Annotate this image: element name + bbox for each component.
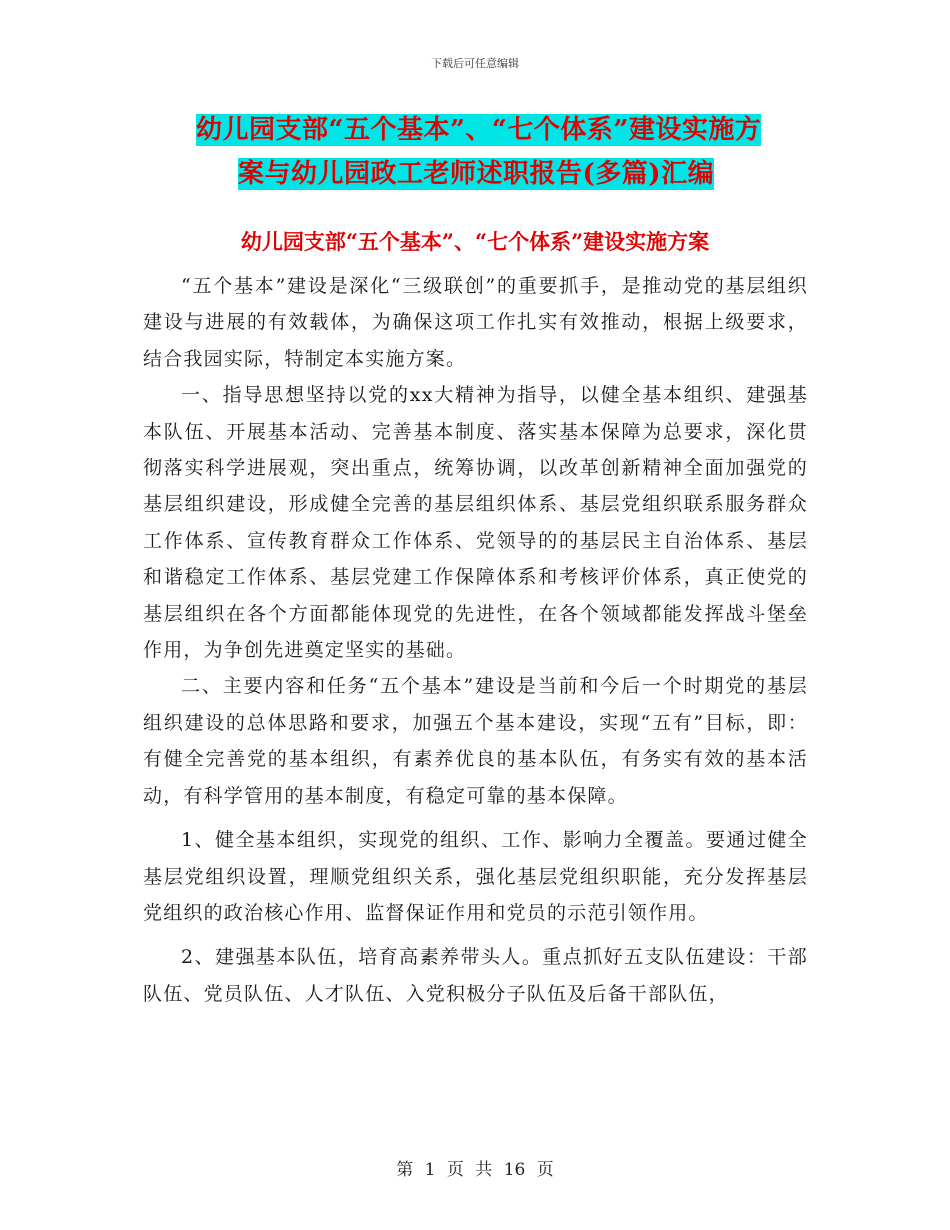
paragraph-guiding-thought: 一、指导思想坚持以党的xx大精神为指导，以健全基本组织、建强基本队伍、开展基本活动、完善基本制度、落实基本保障为总要求，深化贯彻落实科学进展观，突出重点，统筹协调，以改革创新精神全面加强党的基层组织建设，形成健全完善的基层组织体系、基层党组织联系服务群众工作体系、宣传教育群众工作体系、党领导的的基层民主自治体系、基层和谐稳定工作体系、基层党建工作保障体系和考核评价体系，真正使党的基层组织在各个方面都能体现党的先进性，在各个领域都能发挥战斗堡垒作用，为争创先进奠定坚实的基础。 — [143, 384, 808, 662]
document-title-line-1 — [196, 110, 876, 150]
section-title: 幼儿园支部“五个基本”、“七个体系”建设实施方案 — [240, 229, 710, 254]
title-line-1-text: 幼儿园支部“五个基本”、“七个体系”建设实施方 — [196, 115, 762, 145]
paragraph-main-content: 二、主要内容和任务“五个基本”建设是当前和今后一个时期党的基层组织建设的总体思路和要求，加强五个基本建设，实现“五有”目标，即：有健全完善党的基本组织，有素养优良的基本队伍，有务实有效的基本活动，有科学管用的基本制度，有稳定可靠的基本保障。 — [143, 675, 808, 807]
title-line-2-text: 案与幼儿园政工老师述职报告(多篇)汇编 — [238, 159, 715, 189]
document-body — [143, 268, 808, 1012]
document-title-line-2 — [238, 154, 918, 194]
paragraph-item-1: 1、健全基本组织，实现党的组织、工作、影响力全覆盖。要通过健全基层党组织设置，理顺党组织关系，强化基层党组织职能，充分发挥基层党组织的政治核心作用、监督保证作用和党员的示范引领作用。 — [143, 829, 808, 924]
page-header-note: 下载后可任意编辑 — [431, 57, 519, 70]
paragraph-intro: “五个基本”建设是深化“三级联创”的重要抓手，是推动党的基层组织建设与进展的有效载体，为确保这项工作扎实有效推动，根据上级要求，结合我园实际，特制定本实施方案。 — [143, 275, 808, 370]
page-number: 第 1 页 共 16 页 — [396, 1160, 554, 1180]
paragraph-item-2: 2、建强基本队伍，培育高素养带头人。重点抓好五支队伍建设：干部队伍、党员队伍、人才队伍、入党积极分子队伍及后备干部队伍， — [143, 946, 808, 1005]
